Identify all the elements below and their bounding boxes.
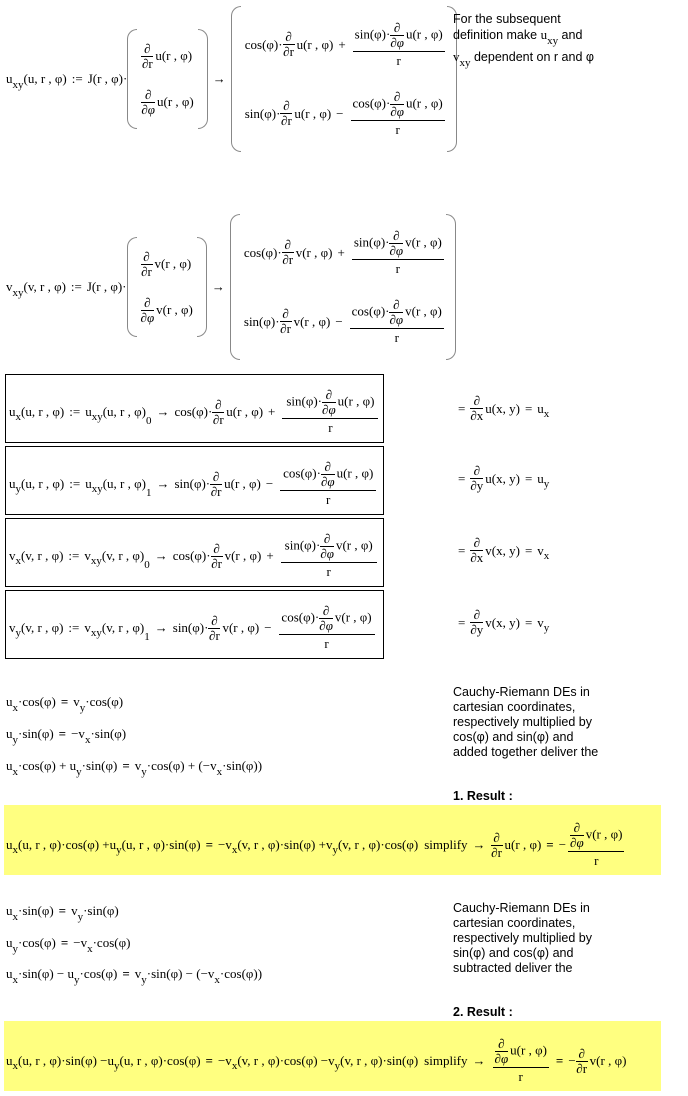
result-2-label: 2. Result : xyxy=(453,1005,513,1019)
result-1-expression: u x (u, r , φ)·cos(φ) + u y (u, r , φ)·sin(φ) = −v x (v, r , φ)·sin(φ) + v y (v, r , φ)·cos(φ) simplify → ∂ ∂r u(r , φ) = − ∂ ∂φ v(r , φ) r xyxy=(6,820,623,868)
left-paren xyxy=(230,214,240,360)
result-2-expression: u x (u, r , φ)·sin(φ) − u y (u, r , φ)·cos(φ) = −v x (v, r , φ)·cos(φ) − v y (v, r , φ)·sin(φ) simplify → ∂ ∂φ u(r , φ) r = − ∂ ∂r v(r , φ) xyxy=(6,1036,627,1084)
ux-equivalence: = ∂ ∂x u(x, y) = u x xyxy=(458,393,550,423)
group2-equation-3[interactable]: $u_x\cdot\sin(\varphi) - u_y\cdot\cos(\varphi) = v_y\cdot\sin(\varphi) - (-v_x\cdot\cos(\varphi))$ xyxy=(6,966,263,986)
arrow-operator: → xyxy=(212,71,226,86)
left-paren xyxy=(231,6,241,152)
group1-note: Cauchy-Riemann DEs in cartesian coordinates, respectively multiplied by cos(φ) and sin(φ) and added together deliver the xyxy=(453,685,599,759)
left-paren xyxy=(127,29,137,129)
simplify-keyword: simplify xyxy=(424,1053,468,1068)
vx-equivalence: = ∂ ∂x v(x, y) = v x xyxy=(458,535,550,565)
right-paren xyxy=(197,237,207,337)
gradient-vector: ∂ ∂r v(r , φ) ∂ ∂φ v(r , φ) xyxy=(127,237,207,337)
uy-definition-box[interactable]: u y (u, r , φ) := u xy (u, r , φ) 1 → sin(φ)· ∂ ∂r u(r , φ) − cos(φ)· ∂ ∂φ u(r , φ) r xyxy=(5,446,384,515)
vx-definition-box[interactable]: v x (v, r , φ) := v xy (v, r , φ) 0 → cos(φ)· ∂ ∂r v(r , φ) + sin(φ)· ∂ ∂φ v(r , φ) r xyxy=(5,518,384,587)
uxy-definition[interactable] xyxy=(6,4,457,154)
right-paren xyxy=(198,29,208,129)
group1-equation-2[interactable]: $u_y\cdot\sin(\varphi) = -v_x\cdot\sin(\varphi)$ xyxy=(6,726,127,746)
right-paren xyxy=(446,214,456,360)
jacobian: J(r , φ)· xyxy=(86,279,127,294)
arrow-operator: → xyxy=(211,279,225,294)
vy-equivalence: = ∂ ∂y v(x, y) = v y xyxy=(458,607,550,637)
result-1-highlight[interactable] xyxy=(4,805,661,875)
result-1-label: 1. Result : xyxy=(453,789,513,803)
partial-phi-operator: ∂ ∂φ xyxy=(141,86,155,117)
assign-operator: := xyxy=(70,279,82,294)
group2-note: Cauchy-Riemann DEs in cartesian coordinates, respectively multiplied by sin(φ) and cos(φ) and subtracted deliver the xyxy=(453,901,592,975)
uy-equivalence: = ∂ ∂y u(x, y) = u y xyxy=(458,463,550,493)
result-2-highlight[interactable] xyxy=(4,1021,661,1091)
result-vector: cos(φ)· ∂ ∂r u(r , φ) + sin(φ)· ∂ ∂φ u(r , φ) r sin(φ)· ∂ ∂r u(r , φ) − cos(φ)· ∂ ∂φ u(r , φ) r xyxy=(231,6,457,152)
partial-r-operator: ∂ ∂r xyxy=(141,40,153,71)
group2-equation-1[interactable]: $u_x\cdot\sin(\varphi) = v_y\cdot\sin(\varphi)$ xyxy=(6,903,119,923)
left-paren xyxy=(127,237,137,337)
group1-equation-1[interactable]: $u_x\cdot\cos(\varphi) = v_y\cdot\cos(\varphi)$ xyxy=(6,694,124,714)
group2-equation-2[interactable]: $u_y\cdot\cos(\varphi) = -v_x\cdot\cos(\varphi)$ xyxy=(6,935,131,955)
vy-definition-box[interactable]: v y (v, r , φ) := v xy (v, r , φ) 1 → sin(φ)· ∂ ∂r v(r , φ) − cos(φ)· ∂ ∂φ v(r , φ) r xyxy=(5,590,384,659)
vxy-lhs: $v_{xy}(v$, r , φ) xyxy=(6,279,66,299)
uxy-lhs: $u_{xy}(u$, r , φ) xyxy=(6,71,67,91)
ux-definition-box[interactable]: u x (u, r , φ) := u xy (u, r , φ) 0 → cos(φ)· ∂ ∂r u(r , φ) + sin(φ)· ∂ ∂φ u(r , φ) r xyxy=(5,374,384,443)
gradient-vector: ∂ ∂r u(r , φ) ∂ ∂φ u(r , φ) xyxy=(127,29,207,129)
vxy-definition[interactable] xyxy=(6,212,456,362)
group1-equation-3[interactable]: $u_x\cdot\cos(\varphi) + u_y\cdot\sin(\varphi) = v_y\cdot\cos(\varphi) + (-v_x\cdot\sin(\varphi))$ xyxy=(6,758,263,778)
note-dependency: For the subsequent definition make $u_{xy}$ and $v_{xy}$ dependent on r and φ xyxy=(453,12,594,69)
assign-operator: := xyxy=(71,71,83,86)
result-vector: cos(φ)· ∂ ∂r v(r , φ) + sin(φ)· ∂ ∂φ v(r , φ) r sin(φ)· ∂ ∂r v(r , φ) − cos(φ)· ∂ ∂φ v(r , φ) r xyxy=(230,214,456,360)
simplify-keyword: simplify xyxy=(424,837,468,852)
jacobian: J(r , φ)· xyxy=(87,71,128,86)
